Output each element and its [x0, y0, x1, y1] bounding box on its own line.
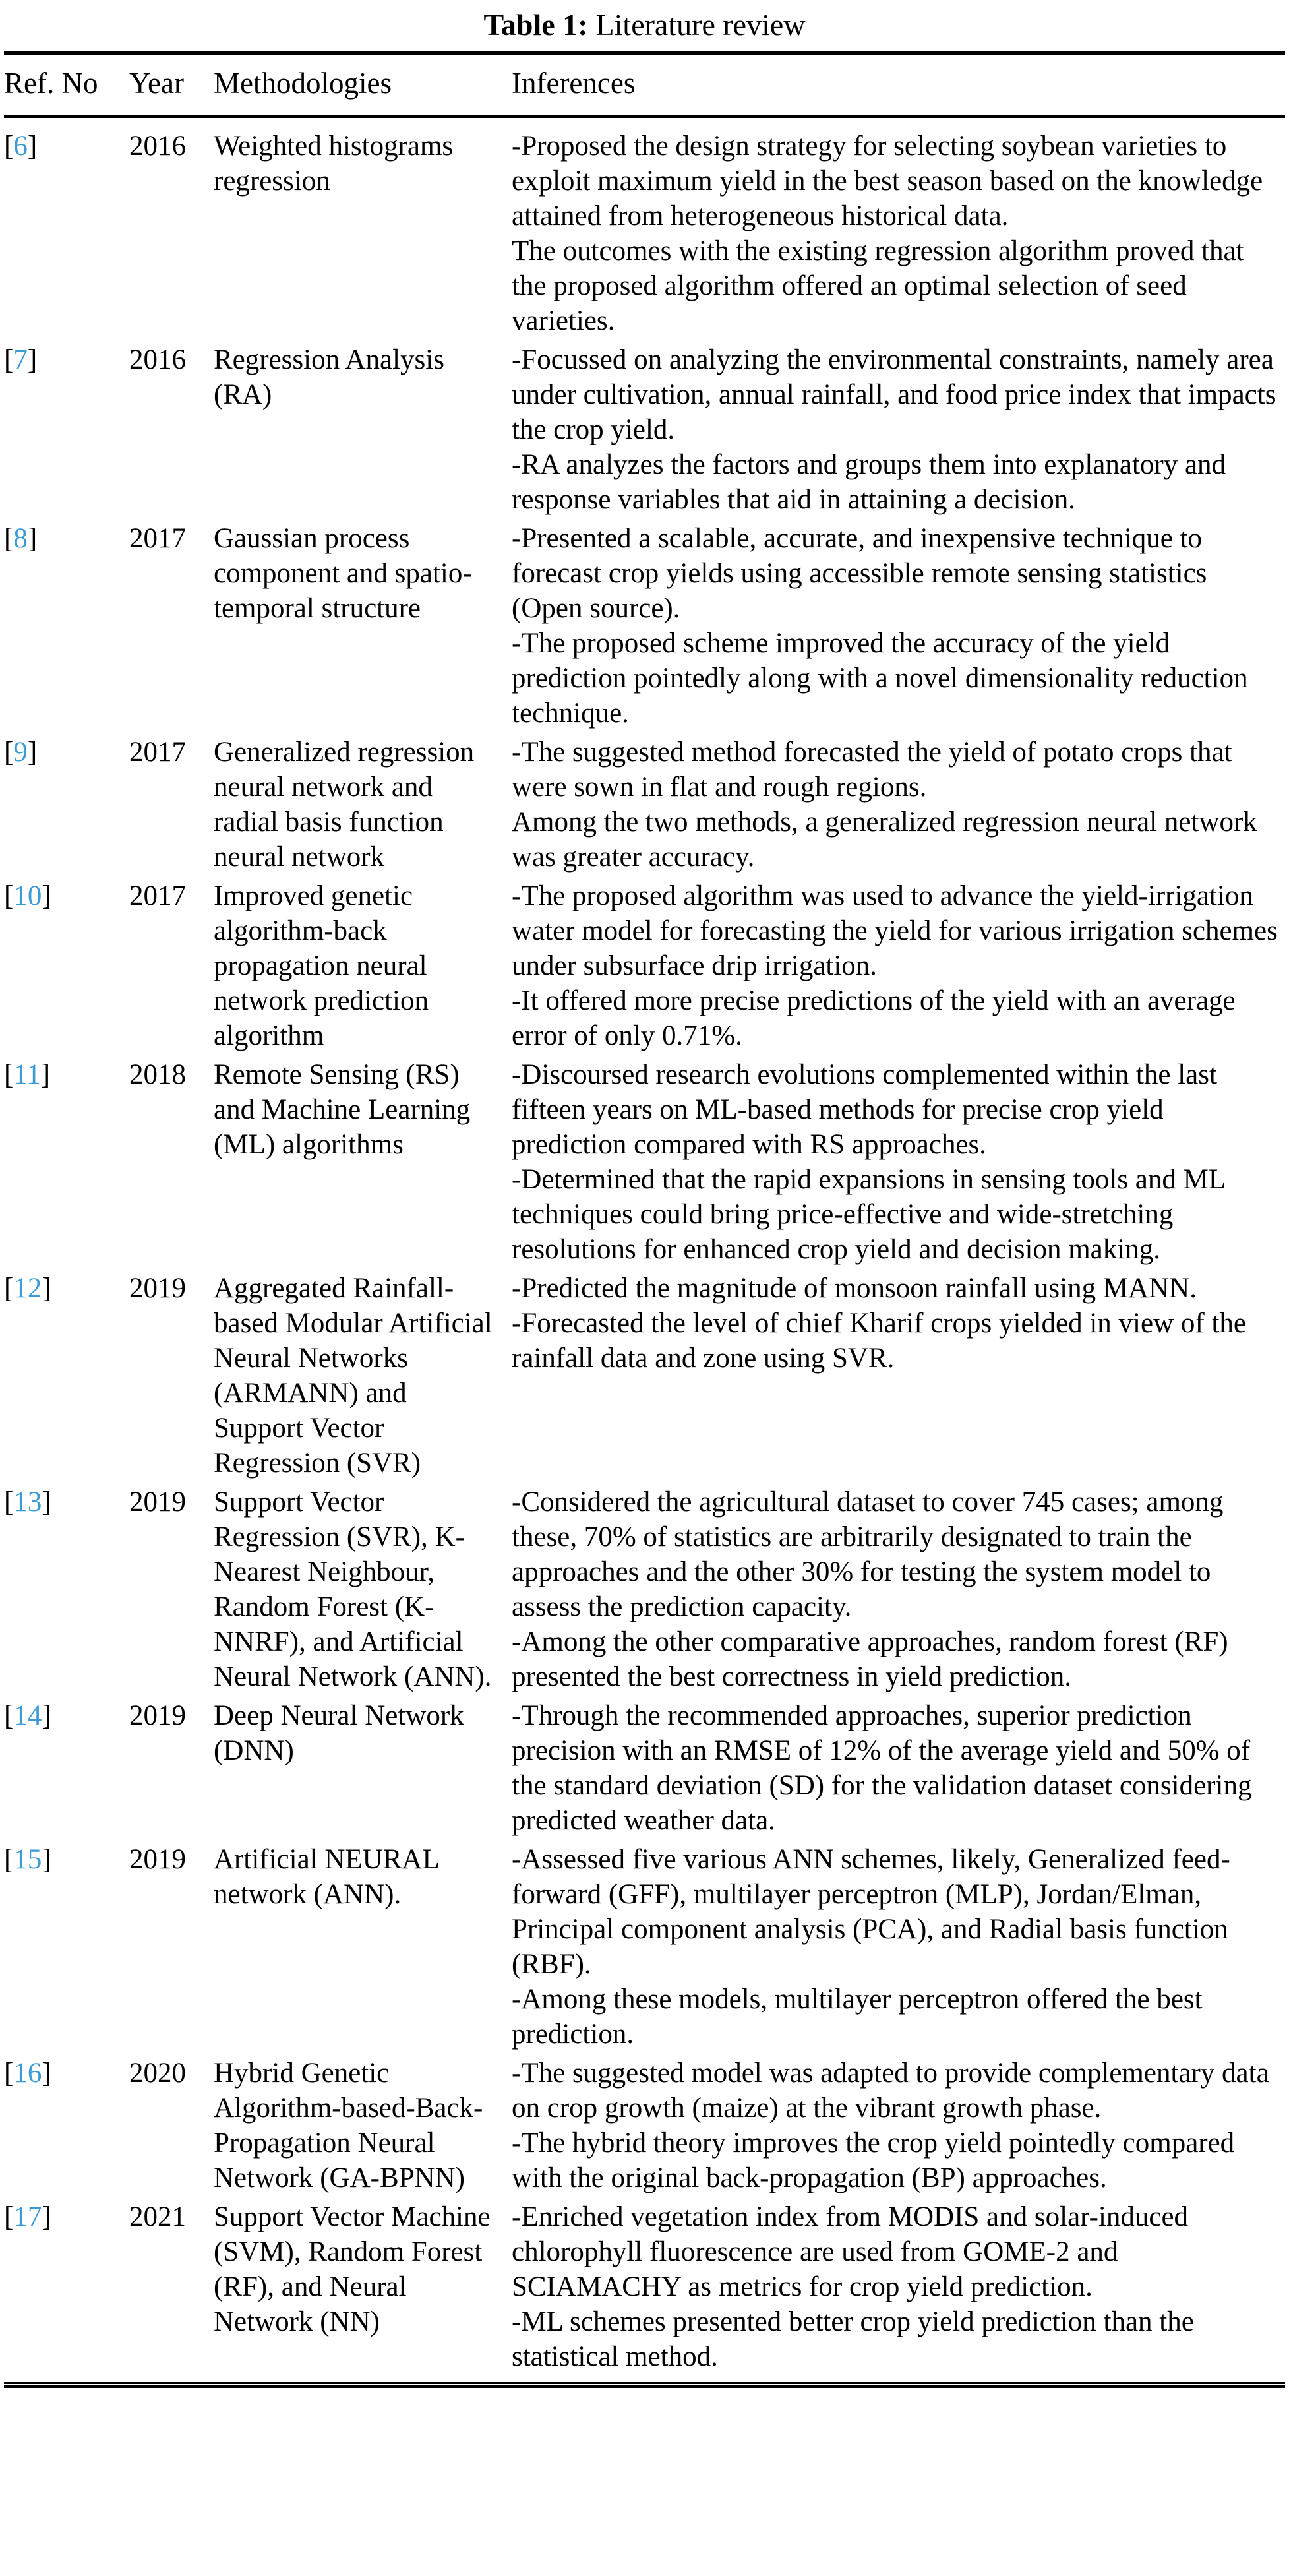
methodology-cell: Weighted histograms regression: [214, 131, 454, 197]
column-header-ref-no: Ref. No: [4, 67, 98, 100]
inference-paragraph: -Forecasted the level of chief Kharif crops yielded in view of the rainfall data and zone using SVR.: [512, 1308, 1246, 1374]
ref-cell: [4, 1842, 129, 2052]
literature-review-table: [4, 51, 1285, 2388]
ref-bracket-open: [: [4, 523, 14, 554]
inference-paragraph: -Determined that the rapid expansions in sensing tools and ML techniques could bring price-effective and wide-stretching resolutions for enhanced crop yield and decision making.: [512, 1164, 1225, 1265]
inference-cell: [512, 521, 1285, 731]
year-cell: 2017: [129, 880, 186, 911]
citation-link[interactable]: 16: [13, 2058, 42, 2089]
inference-paragraph: -Among the other comparative approaches, random forest (RF) presented the best correctness in yield prediction.: [512, 1626, 1228, 1692]
ref-cell: [4, 1698, 129, 1838]
methodology-cell: Improved genetic algorithm-back propagation neural network prediction algorithm: [214, 880, 429, 1051]
citation-link[interactable]: 14: [13, 1700, 42, 1731]
inference-paragraph: -Discoursed research evolutions complemented within the last fifteen years on ML-based methods for precise crop yield prediction compared with RS approaches.: [512, 1059, 1217, 1160]
inference-paragraph: -Proposed the design strategy for selecting soybean varieties to exploit maximum yield in the best season based on the knowledge attained from heterogeneous historical data.: [512, 131, 1263, 231]
citation-link[interactable]: 12: [13, 1273, 42, 1304]
inference-cell: [512, 1057, 1285, 1267]
ref-bracket-close: ]: [42, 1700, 51, 1731]
inference-cell: [512, 735, 1285, 874]
ref-bracket-open: [: [4, 1487, 14, 1518]
ref-bracket-open: [: [4, 131, 14, 162]
ref-bracket-open: [: [4, 2201, 14, 2232]
table-row: [4, 2056, 1285, 2195]
inference-cell: [512, 1271, 1285, 1481]
inference-paragraph: -The hybrid theory improves the crop yield pointedly compared with the original back-propagation (BP) approaches.: [512, 2128, 1235, 2193]
ref-bracket-open: [: [4, 737, 14, 768]
inference-paragraph: -The proposed scheme improved the accuracy of the yield prediction pointedly along with a novel dimensionality reduction technique.: [512, 628, 1248, 729]
ref-bracket-open: [: [4, 344, 14, 375]
table-row: [4, 1271, 1285, 1481]
table-title: [4, 0, 1285, 42]
table-row: [4, 521, 1285, 731]
ref-bracket-open: [: [4, 1273, 14, 1304]
inference-paragraph: -Through the recommended approaches, superior prediction precision with an RMSE of 12% of the average yield and 50% of the standard deviation (SD) for the validation dataset considering predicted weather data.: [512, 1700, 1252, 1836]
column-header-methodologies: Methodologies: [214, 67, 392, 100]
inference-paragraph: -Presented a scalable, accurate, and inexpensive technique to forecast crop yields using accessible remote sensing statistics (Open source).: [512, 523, 1207, 624]
inference-paragraph: -Assessed five various ANN schemes, likely, Generalized feed-forward (GFF), multilayer perceptron (MLP), Jordan/Elman, Principal component analysis (PCA), and Radial basis function (RBF).: [512, 1844, 1230, 1980]
year-cell: 2017: [129, 523, 186, 554]
inference-paragraph: -Focussed on analyzing the environmental constraints, namely area under cultivation, annual rainfall, and food price index that impacts the crop yield.: [512, 344, 1276, 445]
inference-cell: [512, 342, 1285, 517]
year-cell: 2016: [129, 131, 186, 162]
year-cell: 2018: [129, 1059, 186, 1090]
inference-cell: [512, 878, 1285, 1053]
citation-link[interactable]: 13: [13, 1487, 42, 1518]
citation-link[interactable]: 17: [13, 2201, 42, 2232]
table-row: [4, 1485, 1285, 1694]
year-cell: 2016: [129, 344, 186, 375]
ref-cell: [4, 878, 129, 1053]
ref-bracket-open: [: [4, 2058, 14, 2089]
inference-paragraph: -RA analyzes the factors and groups them into explanatory and response variables that aid in attaining a decision.: [512, 449, 1226, 515]
ref-bracket-close: ]: [40, 1059, 51, 1090]
inference-paragraph: -The suggested method forecasted the yield of potato crops that were sown in flat and rough regions.: [512, 737, 1232, 803]
inference-paragraph: -The proposed algorithm was used to advance the yield-irrigation water model for forecasting the yield for various irrigation schemes under subsurface drip irrigation.: [512, 880, 1278, 981]
table-bottom-rule: [4, 2382, 1285, 2388]
ref-bracket-open: [: [4, 1059, 14, 1090]
methodology-cell: Remote Sensing (RS) and Machine Learning (ML) algorithms: [214, 1059, 471, 1160]
ref-bracket-open: [: [4, 880, 14, 911]
inference-paragraph: -Considered the agricultural dataset to cover 745 cases; among these, 70% of statistics are arbitrarily designated to train the approaches and the other 30% for testing the system model to assess the prediction capacity.: [512, 1487, 1224, 1622]
year-cell: 2019: [129, 1700, 186, 1731]
table-row: [4, 878, 1285, 1053]
ref-cell: [4, 2056, 129, 2195]
inference-cell: [512, 1698, 1285, 1838]
ref-bracket-open: [: [4, 1700, 14, 1731]
inference-paragraph: -Among these models, multilayer perceptron offered the best prediction.: [512, 1984, 1203, 2050]
table-row: [4, 129, 1285, 338]
table-header-row: [4, 55, 1285, 118]
ref-bracket-open: [: [4, 1844, 14, 1875]
methodology-cell: Support Vector Regression (SVR), K-Nearest Neighbour, Random Forest (K-NNRF), and Artificial Neural Network (ANN).: [214, 1487, 492, 1692]
table-row: [4, 735, 1285, 874]
citation-link[interactable]: 9: [13, 737, 28, 768]
year-cell: 2020: [129, 2058, 186, 2089]
methodology-cell: Aggregated Rainfall-based Modular Artificial Neural Networks (ARMANN) and Support Vector Regression (SVR): [214, 1273, 493, 1479]
table-row: [4, 2199, 1285, 2374]
citation-link[interactable]: 6: [13, 131, 28, 162]
inference-paragraph: The outcomes with the existing regression algorithm proved that the proposed algorithm offered an optimal selection of seed varieties.: [512, 235, 1244, 336]
ref-cell: [4, 1057, 129, 1267]
ref-bracket-close: ]: [27, 131, 38, 162]
ref-bracket-close: ]: [42, 1487, 51, 1518]
citation-link[interactable]: 10: [13, 880, 42, 911]
methodology-cell: Deep Neural Network (DNN): [214, 1700, 464, 1766]
table-title-label: Table 1:: [483, 8, 588, 42]
methodology-cell: Gaussian process component and spatio-temporal structure: [214, 523, 472, 624]
year-cell: 2021: [129, 2201, 186, 2232]
inference-cell: [512, 2056, 1285, 2195]
ref-cell: [4, 342, 129, 517]
citation-link[interactable]: 15: [13, 1844, 42, 1875]
methodology-cell: Regression Analysis (RA): [214, 344, 444, 410]
citation-link[interactable]: 7: [13, 344, 28, 375]
inference-paragraph: -The suggested model was adapted to provide complementary data on crop growth (maize) at the vibrant growth phase.: [512, 2058, 1269, 2124]
column-header-year: Year: [129, 67, 184, 100]
ref-cell: [4, 521, 129, 731]
table-row: [4, 1842, 1285, 2052]
year-cell: 2017: [129, 737, 186, 768]
inference-cell: [512, 1485, 1285, 1694]
year-cell: 2019: [129, 1487, 186, 1518]
year-cell: 2019: [129, 1273, 186, 1304]
ref-bracket-close: ]: [42, 1273, 51, 1304]
ref-cell: [4, 1271, 129, 1481]
ref-bracket-close: ]: [42, 880, 51, 911]
inference-cell: [512, 129, 1285, 338]
inference-paragraph: -Enriched vegetation index from MODIS and solar-induced chlorophyll fluorescence are used from GOME-2 and SCIAMACHY as metrics for crop yield prediction.: [512, 2201, 1189, 2302]
methodology-cell: Artificial NEURAL network (ANN).: [214, 1844, 439, 1910]
methodology-cell: Hybrid Genetic Algorithm-based-Back-Propagation Neural Network (GA-BPNN): [214, 2058, 483, 2193]
citation-link[interactable]: 8: [13, 523, 28, 554]
table-row: [4, 1057, 1285, 1267]
ref-bracket-close: ]: [27, 344, 38, 375]
inference-paragraph: -Predicted the magnitude of monsoon rainfall using MANN.: [512, 1273, 1197, 1304]
inference-paragraph: -ML schemes presented better crop yield prediction than the statistical method.: [512, 2306, 1194, 2372]
ref-cell: [4, 129, 129, 338]
column-header-inferences: Inferences: [512, 67, 636, 100]
ref-bracket-close: ]: [42, 2201, 51, 2232]
year-cell: 2019: [129, 1844, 186, 1875]
inference-paragraph: Among the two methods, a generalized regression neural network was greater accuracy.: [512, 807, 1257, 873]
inference-paragraph: -It offered more precise predictions of the yield with an average error of only 0.71%.: [512, 985, 1236, 1051]
ref-cell: [4, 1485, 129, 1694]
ref-bracket-close: ]: [42, 2058, 51, 2089]
table-title-text: Literature review: [595, 8, 806, 42]
ref-bracket-close: ]: [27, 737, 38, 768]
ref-cell: [4, 2199, 129, 2374]
inference-cell: [512, 1842, 1285, 2052]
methodology-cell: Support Vector Machine (SVM), Random Forest (RF), and Neural Network (NN): [214, 2201, 491, 2337]
table-row: [4, 1698, 1285, 1838]
ref-bracket-close: ]: [27, 523, 38, 554]
table-row: [4, 342, 1285, 517]
citation-link[interactable]: 11: [13, 1059, 41, 1090]
table-body: [4, 118, 1285, 2374]
ref-cell: [4, 735, 129, 874]
inference-cell: [512, 2199, 1285, 2374]
methodology-cell: Generalized regression neural network and radial basis function neural network: [214, 737, 475, 873]
ref-bracket-close: ]: [42, 1844, 51, 1875]
